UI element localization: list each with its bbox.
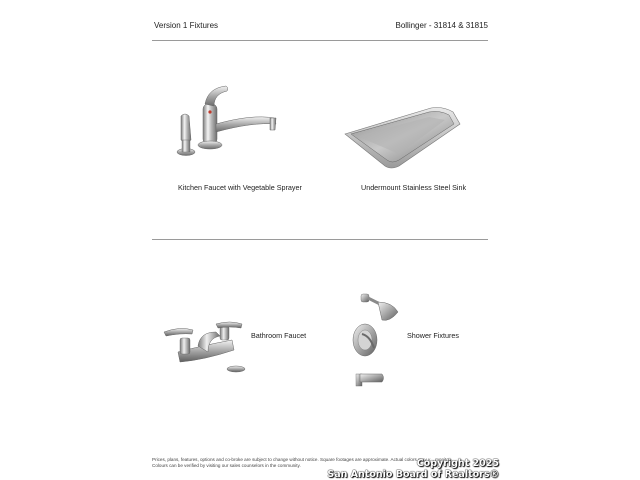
top-divider — [152, 40, 488, 41]
document-title: Version 1 Fixtures — [154, 21, 219, 30]
shower-caption: Shower Fixtures — [407, 331, 459, 340]
sink-image — [343, 104, 463, 172]
bathroom-faucet-image — [160, 318, 250, 376]
copyright-watermark: Copyright 2025 — [416, 458, 499, 469]
bathroom-faucet-caption: Bathroom Faucet — [251, 331, 307, 340]
sink-caption: Undermount Stainless Steel Sink — [361, 183, 467, 192]
shower-fixtures-image — [348, 290, 404, 392]
kitchen-faucet-image — [172, 82, 282, 162]
realtors-watermark: San Antonio Board of Realtors® — [327, 469, 499, 480]
disclaimer: Prices, plans, features, options and co-broke are subject to change without notice. Square footages are approximate. Actual colors may v... monitor. Colours can be verified by visiting our sales counselors in the community. — [152, 457, 452, 468]
middle-divider — [152, 239, 488, 240]
plan-name: Bollinger - 31814 & 31815 — [395, 21, 488, 30]
kitchen-faucet-caption: Kitchen Faucet with Vegetable Sprayer — [178, 183, 302, 192]
